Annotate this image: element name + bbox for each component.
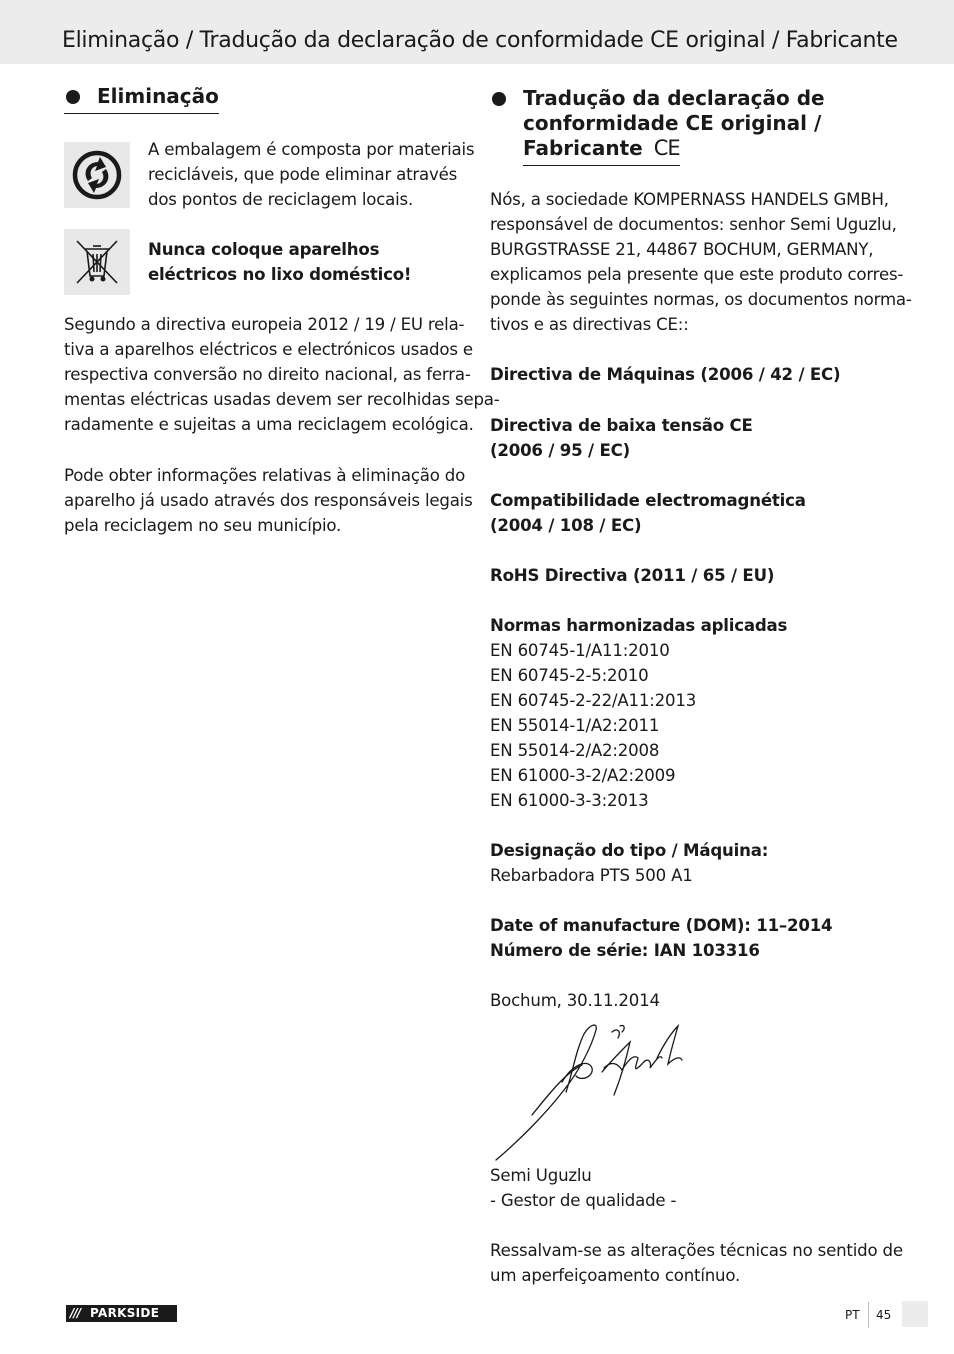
heading-line: Tradução da declaração de: [523, 86, 825, 110]
text-line: Compatibilidade electromagnética: [490, 491, 806, 510]
place-date: Bochum, 30.11.2014: [490, 991, 660, 1010]
page-title: Eliminação / Tradução da declaração de conformidade CE original / Fabricante: [62, 28, 898, 53]
text-line: tiva a aparelhos eléctricos e electrónicos usados e: [64, 340, 473, 359]
footer-tab-marker: [902, 1301, 928, 1327]
directive-low-voltage: [490, 413, 753, 463]
text-line: radamente e sujeitas a uma reciclagem ecológica.: [64, 415, 474, 434]
text-line: Directiva de baixa tensão CE: [490, 416, 753, 435]
standard-item: EN 55014-2/A2:2008: [490, 741, 660, 760]
text-line: (2004 / 108 / EC): [490, 516, 642, 535]
standards-heading: Normas harmonizadas aplicadas: [490, 616, 788, 635]
text-line: tivos e as directivas CE::: [490, 315, 689, 334]
logo-text: PARKSIDE: [90, 1306, 160, 1320]
logo-slashes: ///: [70, 1306, 81, 1320]
standard-item: EN 55014-1/A2:2011: [490, 716, 660, 735]
text-line: respectiva conversão no direito nacional, as ferra-: [64, 365, 471, 384]
text-line: Segundo a directiva europeia 2012 / 19 / EU rela-: [64, 315, 465, 334]
text-line: Pode obter informações relativas à eliminação do: [64, 466, 466, 485]
directive-emc: [490, 488, 806, 538]
text-line: (2006 / 95 / EC): [490, 441, 630, 460]
text-line: eléctricos no lixo doméstico!: [148, 265, 412, 284]
type-value: Rebarbadora PTS 500 A1: [490, 866, 693, 885]
crossed-bin-icon: [64, 229, 130, 295]
standard-item: EN 61000-3-2/A2:2009: [490, 766, 676, 785]
disposal-heading: [64, 84, 219, 114]
type-designation: [490, 838, 768, 888]
bullet-icon: [492, 92, 506, 106]
text-line: Nós, a sociedade KOMPERNASS HANDELS GMBH,: [490, 190, 889, 209]
parkside-logo: [66, 1305, 177, 1322]
text-line: dos pontos de reciclagem locais.: [148, 190, 414, 209]
signer-role: - Gestor de qualidade -: [490, 1191, 677, 1210]
text-line: Ressalvam-se as alterações técnicas no sentido de: [490, 1241, 903, 1260]
text-line: Nunca coloque aparelhos: [148, 240, 380, 259]
text-line: recicláveis, que pode eliminar através: [148, 165, 458, 184]
weee-warning: [148, 237, 411, 287]
disposal-section: [64, 84, 469, 114]
signer-name: Semi Uguzlu: [490, 1166, 592, 1185]
harmonized-standards: [490, 613, 787, 813]
serial-number: Número de série: IAN 103316: [490, 941, 760, 960]
disposal-info-paragraph: [64, 463, 473, 538]
recycling-green-dot-icon: [64, 142, 130, 208]
directive-rohs: RoHS Directiva (2011 / 65 / EU): [490, 566, 775, 585]
disposal-heading-text: Eliminação: [97, 84, 219, 108]
ce-mark: CE: [653, 136, 680, 160]
signature-image: [492, 1020, 692, 1169]
standard-item: EN 60745-2-5:2010: [490, 666, 649, 685]
packaging-text: [148, 137, 474, 212]
declaration-intro: [490, 187, 912, 337]
standard-item: EN 60745-2-22/A11:2013: [490, 691, 697, 710]
manufacture-info: [490, 913, 832, 963]
standard-item: EN 61000-3-3:2013: [490, 791, 649, 810]
directive-machines: Directiva de Máquinas (2006 / 42 / EC): [490, 365, 841, 384]
text-line: explicamos pela presente que este produto corres-: [490, 265, 904, 284]
heading-line: conformidade CE original /: [523, 111, 822, 135]
weee-paragraph: [64, 312, 500, 437]
footer-divider: [868, 1302, 869, 1328]
text-line: responsável de documentos: senhor Semi Uguzlu,: [490, 215, 897, 234]
heading-last-line: [523, 136, 680, 166]
language-code: PT: [845, 1308, 860, 1322]
date-of-manufacture: Date of manufacture (DOM): 11–2014: [490, 916, 833, 935]
text-line: BURGSTRASSE 21, 44867 BOCHUM, GERMANY,: [490, 240, 874, 259]
page-number: 45: [876, 1308, 892, 1322]
text-line: ponde às seguintes normas, os documentos norma-: [490, 290, 912, 309]
type-heading: Designação do tipo / Máquina:: [490, 841, 769, 860]
text-line: aparelho já usado através dos responsáveis legais: [64, 491, 473, 510]
text-line: A embalagem é composta por materiais: [148, 140, 475, 159]
text-line: pela reciclagem no seu município.: [64, 516, 342, 535]
text-line: um aperfeiçoamento contínuo.: [490, 1266, 741, 1285]
closing-note: [490, 1238, 903, 1288]
signer-block: [490, 1163, 676, 1213]
text-line: mentas eléctricas usadas devem ser recolhidas sepa-: [64, 390, 500, 409]
standard-item: EN 60745-1/A11:2010: [490, 641, 670, 660]
heading-line: Fabricante: [523, 136, 643, 160]
declaration-heading: [490, 86, 825, 166]
bullet-icon: [66, 90, 80, 104]
